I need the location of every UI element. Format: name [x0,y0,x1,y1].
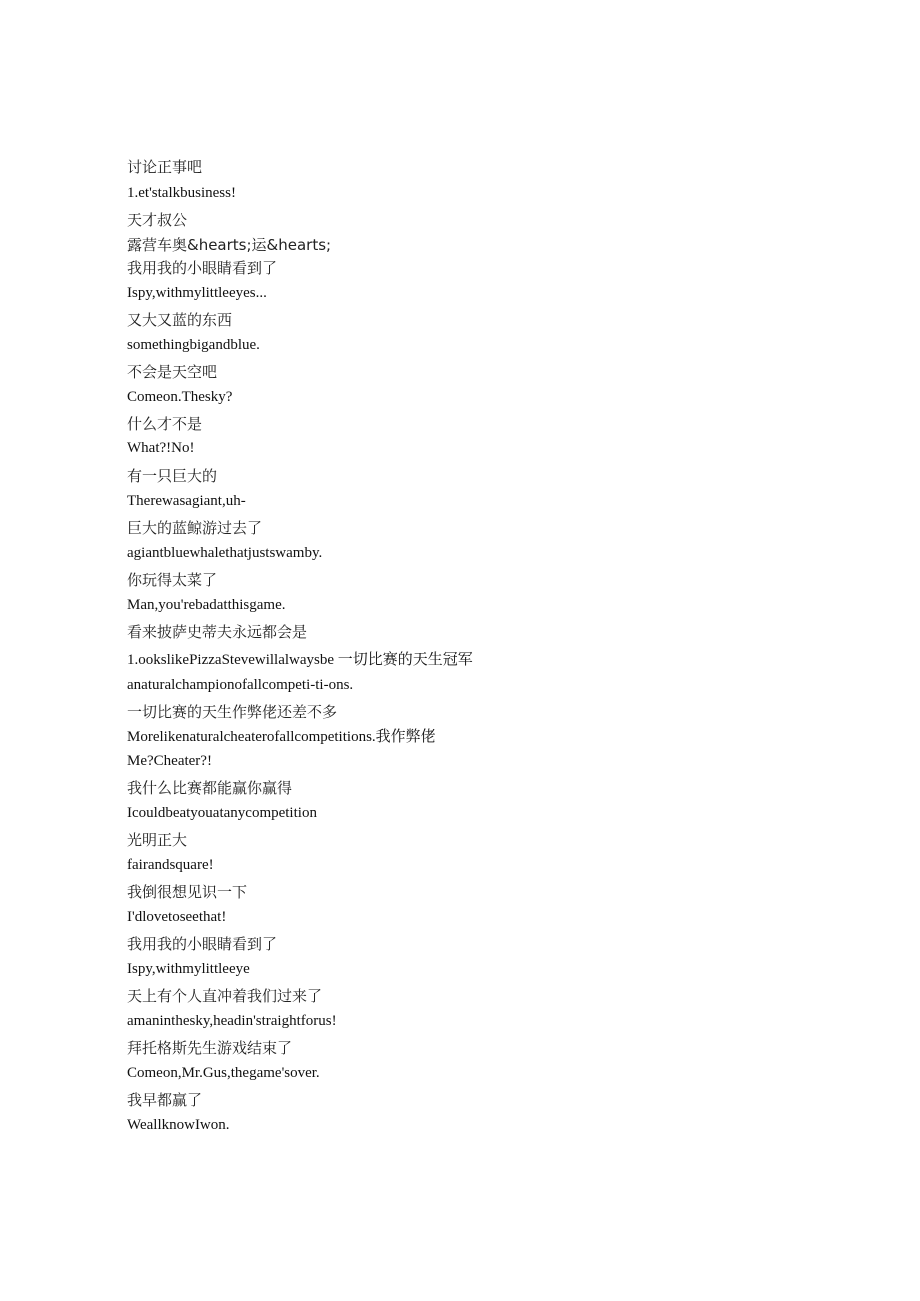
subtitle-line: Icouldbeatyouatanycompetition [127,805,317,821]
subtitle-line: WeallknowIwon. [127,1117,230,1133]
subtitle-line: Comeon.Thesky? [127,389,233,405]
subtitle-line: 你玩得太菜了 [127,571,218,589]
subtitle-line: Me?Cheater?! [127,753,212,769]
subtitle-line: fairandsquare! [127,857,214,873]
subtitle-line: 看来披萨史蒂夫永远都会是 [127,623,308,641]
subtitle-line: somethingbigandblue. [127,337,260,353]
subtitle-line: 巨大的蓝鲸游过去了 [127,519,263,537]
subtitle-line: 一切比赛的天生作弊佬还差不多 [127,703,338,721]
subtitle-line: agiantbluewhalethatjustswamby. [127,545,323,561]
subtitle-line: 天才叔公 [127,211,188,229]
subtitle-line: 拜托格斯先生游戏结束了 [127,1039,293,1057]
subtitle-line: Comeon,Mr.Gus,thegame'sover. [127,1065,320,1081]
subtitle-line: Ispy,withmylittleeyes... [127,285,267,301]
subtitle-line: Morelikenaturalcheaterofallcompetitions.我作弊佬 [127,729,436,745]
subtitle-line: 天上有个人直冲着我们过来了 [127,987,323,1005]
subtitle-line: Therewasagiant,uh- [127,493,246,509]
subtitle-line: 什么才不是 [127,415,203,433]
subtitle-line: 光明正大 [127,831,188,849]
subtitle-line: Ispy,withmylittleeye [127,961,250,977]
subtitle-line: 1.ookslikePizzaStevewillalwaysbe 一切比赛的天生冠军 [127,652,473,668]
subtitle-line: 有一只巨大的 [127,467,218,485]
subtitle-line: 我用我的小眼睛看到了 [127,935,278,953]
subtitle-line: 又大又蓝的东西 [127,311,233,329]
subtitle-line: 我早都赢了 [127,1091,203,1109]
subtitle-line: 露营车奥&hearts;运&hearts; [127,236,332,254]
subtitle-line: 我用我的小眼睛看到了 [127,259,278,277]
subtitle-line: What?!No! [127,440,195,456]
subtitle-line: 1.et'stalkbusiness! [127,185,236,201]
subtitle-line: Man,you'rebadatthisgame. [127,597,286,613]
subtitle-line: amaninthesky,headin'straightforus! [127,1013,337,1029]
subtitle-line: 我什么比赛都能赢你赢得 [127,779,293,797]
subtitle-line: I'dlovetoseethat! [127,909,227,925]
subtitle-line: 我倒很想见识一下 [127,883,248,901]
subtitle-line: 不会是天空吧 [127,363,218,381]
subtitle-line: 讨论正事吧 [127,158,203,176]
subtitle-line: anaturalchampionofallcompeti-ti-ons. [127,677,354,693]
